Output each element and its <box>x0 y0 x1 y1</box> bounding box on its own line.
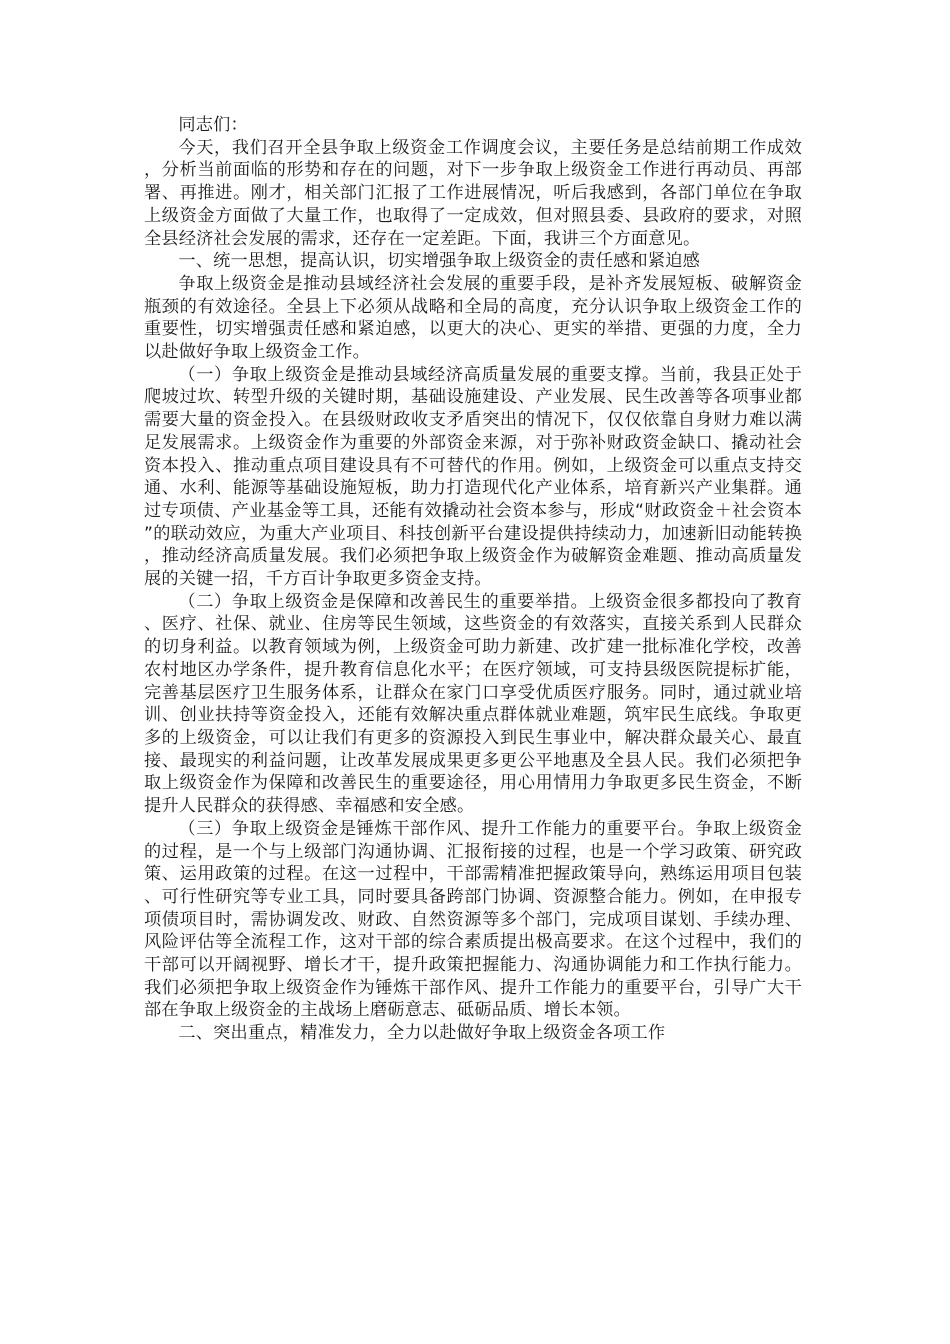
salutation: 同志们： <box>178 115 248 135</box>
document-body <box>144 114 802 1045</box>
subsection-1-paragraph: （一）争取上级资金是推动县域经济高质量发展的重要支撑。当前，我县正处于爬坡过坎、转型升级的关键时期，基础设施建设、产业发展、民生改善等各项事业都需要大量的资金投入。在县级财政收支矛盾突出的情况下，仅仅依靠自身财力难以满足发展需求。上级资金作为重要的外部资金来源，对于弥补财政资金缺口、撬动社会资本投入、推动重点项目建设具有不可替代的作用。例如，上级资金可以重点支持交通、水利、能源等基础设施短板，助力打造现代化产业体系，培育新兴产业集群。通过专项债、产业基金等工具，还能有效撬动社会资本参与，形成“财政资金＋社会资本”的联动效应，为重大产业项目、科技创新平台建设提供持续动力，加速新旧动能转换，推动经济高质量发展。我们必须把争取上级资金作为破解资金难题、推动高质量发展的关键一招，千方百计争取更多资金支持。 <box>144 364 802 590</box>
subsection-3-paragraph: （三）争取上级资金是锤炼干部作风、提升工作能力的重要平台。争取上级资金的过程，是一个与上级部门沟通协调、汇报衔接的过程，也是一个学习政策、研究政策、运用政策的过程。在这一过程中，干部需精准把握政策导向，熟练运用项目包装、可行性研究等专业工具，同时要具备跨部门协调、资源整合能力。例如，在申报专项债项目时，需协调发改、财政、自然资源等多个部门，完成项目谋划、手续办理、风险评估等全流程工作，这对干部的综合素质提出极高要求。在这个过程中，我们的干部可以开阔视野、增长才干，提升政策把握能力、沟通协调能力和工作执行能力。我们必须把争取上级资金作为锤炼干部作风、提升工作能力的重要平台，引导广大干部在争取上级资金的主战场上磨砺意志、砥砺品质、增长本领。 <box>144 818 802 1021</box>
section-heading-1: 一、统一思想，提高认识，切实增强争取上级资金的责任感和紧迫感 <box>178 251 701 272</box>
opening-paragraph: 今天，我们召开全县争取上级资金工作调度会议，主要任务是总结前期工作成效，分析当前面临的形势和存在的问题，对下一步争取上级资金工作进行再动员、再部署、再推进。刚才，相关部门汇报了工作进展情况，听后我感到，各部门单位在争取上级资金方面做了大量工作，也取得了一定成效，但对照县委、县政府的要求，对照全县经济社会发展的需求，还存在一定差距。下面，我讲三个方面意见。 <box>144 137 802 249</box>
subsection-2-paragraph: （二）争取上级资金是保障和改善民生的重要举措。上级资金很多都投向了教育、医疗、社保、就业、住房等民生领域，这些资金的有效落实，直接关系到人民群众的切身利益。以教育领域为例，上级资金可助力新建、改扩建一批标准化学校，改善农村地区办学条件，提升教育信息化水平；在医疗领域，可支持县级医院提标扩能，完善基层医疗卫生服务体系，让群众在家门口享受优质医疗服务。同时，通过就业培训、创业扶持等资金投入，还能有效解决重点群体就业难题，筑牢民生底线。争取更多的上级资金，可以让我们有更多的资源投入到民生事业中，解决群众最关心、最直接、最现实的利益问题，让改革发展成果更多更公平地惠及全县人民。我们必须把争取上级资金作为保障和改善民生的重要途径，用心用情用力争取更多民生资金，不断提升人民群众的获得感、幸福感和安全感。 <box>144 591 802 817</box>
section-1-intro-paragraph: 争取上级资金是推动县域经济社会发展的重要手段，是补齐发展短板、破解资金瓶颈的有效途径。全县上下必须从战略和全局的高度，充分认识争取上级资金工作的重要性，切实增强责任感和紧迫感，以更大的决心、更实的举措、更强的力度，全力以赴做好争取上级资金工作。 <box>144 273 802 363</box>
section-heading-2: 二、突出重点，精准发力，全力以赴做好争取上级资金各项工作 <box>178 1023 666 1044</box>
